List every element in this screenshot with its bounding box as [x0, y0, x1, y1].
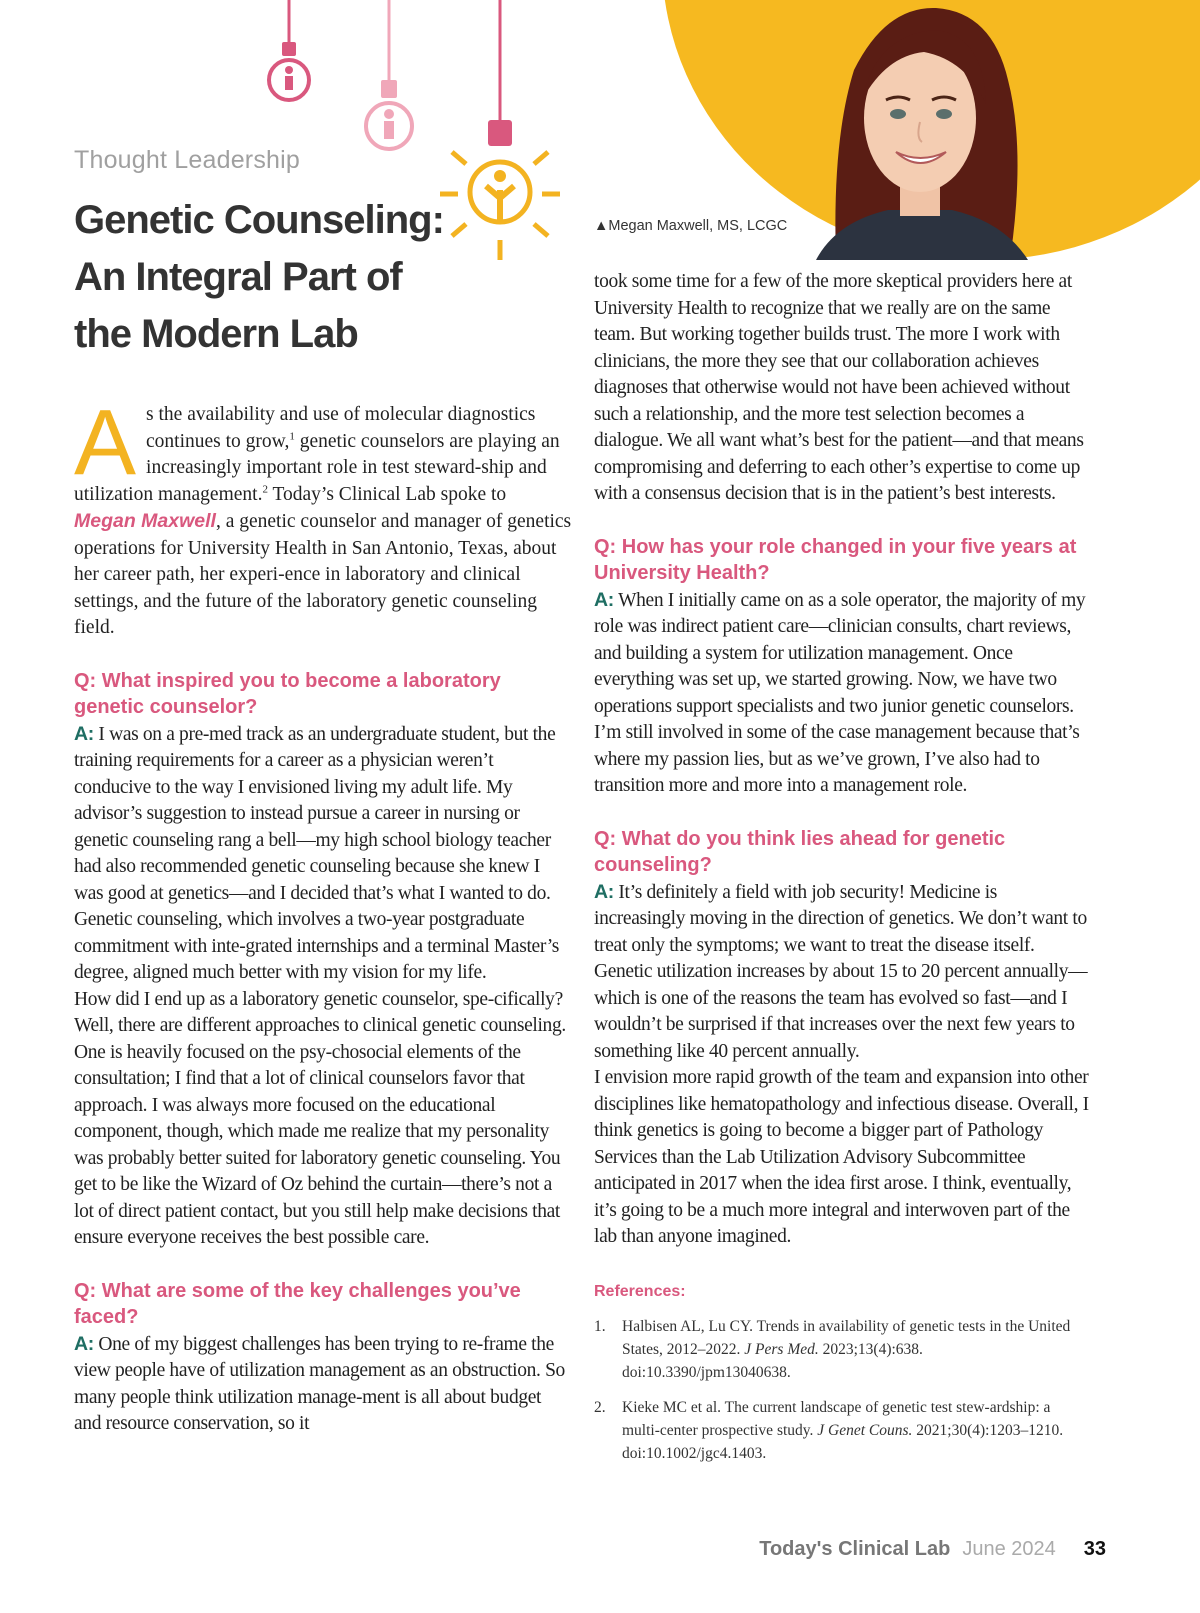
answer-4-text: It’s definitely a field with job security! Medicine is increasingly moving in the direction of genetics. We don’t want to treat only the symptoms; we want to treat the disease itself. Genetic utilization increases by about 15 to 20 percent annually—which is one of the reasons the team has evolved so fast—and I wouldn’t be surprised if that increases over the next few years to something like 40 percent annually. [594, 881, 1088, 1062]
light-pink-lightbulb-icon [362, 0, 416, 164]
references-heading: References: [594, 1282, 686, 1300]
answer-3-text: When I initially came on as a sole operator, the majority of my role was indirect patient care—clinician consults, chart reviews, and building a system for utilization management. Once everything was set up, we started growing. Now, we have two operations support specialists and two junior genetic counselors. I’m still involved in some of the case management because that’s where my passion lies, but as we’ve grown, I’ve also had to transition more and more into a management role. [594, 589, 1086, 796]
right-column [594, 269, 1092, 1465]
portrait-photo [796, 0, 1042, 260]
answer-label: A: [594, 588, 614, 611]
caret-up-icon: ▲ [594, 218, 609, 234]
issue-date: June 2024 [962, 1538, 1056, 1560]
answer-label: A: [594, 880, 614, 903]
interviewee-name: Megan Maxwell [74, 510, 216, 532]
reference-item [594, 1396, 1092, 1465]
footnote-ref-1: 1 [289, 430, 295, 442]
intro-text-4: , a genetic counselor and manager of genetics operations for University Health in San Antonio, Texas, about her career path, her experi-ence in laboratory and clinical settings, and the future of the laboratory genetic counseling field. [74, 511, 572, 638]
question-3: Q: How has your role changed in your five years at University Health? [594, 535, 1077, 584]
left-column [74, 390, 572, 1438]
answer-2-text: One of my biggest challenges has been trying to re-frame the view people have of utilization management as an obstruction. So many people think utilization manage-ment is all about budget and resource conservation, so it [74, 1333, 565, 1434]
drop-cap: A [74, 390, 137, 494]
page-number: 33 [1083, 1538, 1106, 1560]
reference-text: 2021;30(4):1203–1210. doi:10.1002/jgc4.1403. [622, 1422, 1064, 1462]
answer-1-text: I was on a pre-med track as an undergraduate student, but the training requirements for a career as a physician weren’t conducive to the way I envisioned living my adult life. My advisor’s suggestion to instead pursue a career in nursing or genetic counseling rang a bell—my high school biology teacher had also recommended genetic counseling because she knew I was good at genetics—and I decided that’s what I wanted to do. Genetic counseling, which involves a two-year postgraduate commitment with inte-grated internships and a terminal Master’s degree, aligned much better with my vision for my life. [74, 723, 560, 983]
page-footer [759, 1538, 1106, 1561]
answer-1 [74, 721, 572, 987]
title-line-1: Genetic Counseling: [74, 198, 444, 242]
reference-number: 1. [594, 1318, 606, 1335]
intro-text-1: s the availability and use of molecular diagnostics continues to grow, [146, 404, 536, 452]
answer-4-continued: I envision more rapid growth of the team and expansion into other disciplines like hematopathology and infectious disease. Overall, I think genetics is going to become a bigger part of Pathology Services than the Lab Utilization Advisory Subcommittee anticipated in 2017 when the idea first arose. I think, eventually, it’s going to be a much more integral and interwoven part of the lab than anyone imagined. [594, 1067, 1089, 1247]
answer-4 [594, 879, 1092, 1066]
footnote-ref-2: 2 [262, 483, 268, 495]
pink-lightbulb-icon [264, 0, 314, 114]
publication-name: Today's Clinical Lab [759, 1538, 951, 1560]
reference-item [594, 1315, 1092, 1384]
reference-text: Halbisen AL, Lu CY. Trends in availability of genetic tests in the United States, 2012–2022. [622, 1318, 1071, 1358]
photo-caption [594, 218, 787, 234]
reference-journal: J Genet Couns. [817, 1422, 913, 1439]
answer-label: A: [74, 1332, 94, 1355]
answer-3 [594, 587, 1092, 800]
reference-number: 2. [594, 1399, 606, 1416]
question-4: Q: What do you think lies ahead for genetic counseling? [594, 827, 1006, 876]
reference-text: 2023;13(4):638. doi:10.3390/jpm13040638. [622, 1341, 923, 1381]
title-line-2: An Integral Part of [74, 255, 402, 299]
reference-journal: J Pers Med. [744, 1341, 819, 1358]
intro-text-3: Today’s Clinical Lab spoke to [267, 483, 507, 505]
section-label: Thought Leadership [74, 146, 300, 174]
article-title [74, 192, 454, 363]
answer-1-continued: How did I end up as a laboratory genetic counselor, spe-cifically? Well, there are different approaches to clinical genetic counseling. One is heavily focused on the psy-chosocial elements of the consultation; I find that a lot of clinical counselors favor that approach. I was always more focused on the educational component, though, which made me realize that my personality was probably better suited for laboratory genetic counseling. You get to be like the Wizard of Oz behind the curtain—there’s not a lot of direct patient contact, but you still help make decisions that ensure everyone receives the best possible care. [74, 988, 566, 1248]
intro-text-2: genetic counselors are playing an increasingly important role in test steward-ship and utilization management. [74, 430, 560, 505]
reference-text: Kieke MC et al. The current landscape of genetic test stew-ardship: a multi-center prospective study. [622, 1399, 1051, 1439]
title-line-3: the Modern Lab [74, 312, 358, 356]
question-1: Q: What inspired you to become a laboratory genetic counselor? [74, 669, 501, 718]
photo-caption-text: Megan Maxwell, MS, LCGC [608, 218, 788, 234]
answer-label: A: [74, 722, 94, 745]
intro-paragraph [74, 390, 572, 642]
answer-2 [74, 1331, 572, 1438]
question-2: Q: What are some of the key challenges you’ve faced? [74, 1279, 521, 1328]
answer-2-continued: took some time for a few of the more skeptical providers here at University Health to recognize that we really are on the same team. But working together builds trust. The more I work with clinicians, the more they see that our collaboration achieves diagnoses that otherwise would not have been achieved without such a relationship, and the more test selection becomes a dialogue. We all want what’s best for the patient—and that means compromising and deferring to each other’s expertise to come up with a consensus decision that is in the patient’s best interests. [594, 271, 1084, 504]
